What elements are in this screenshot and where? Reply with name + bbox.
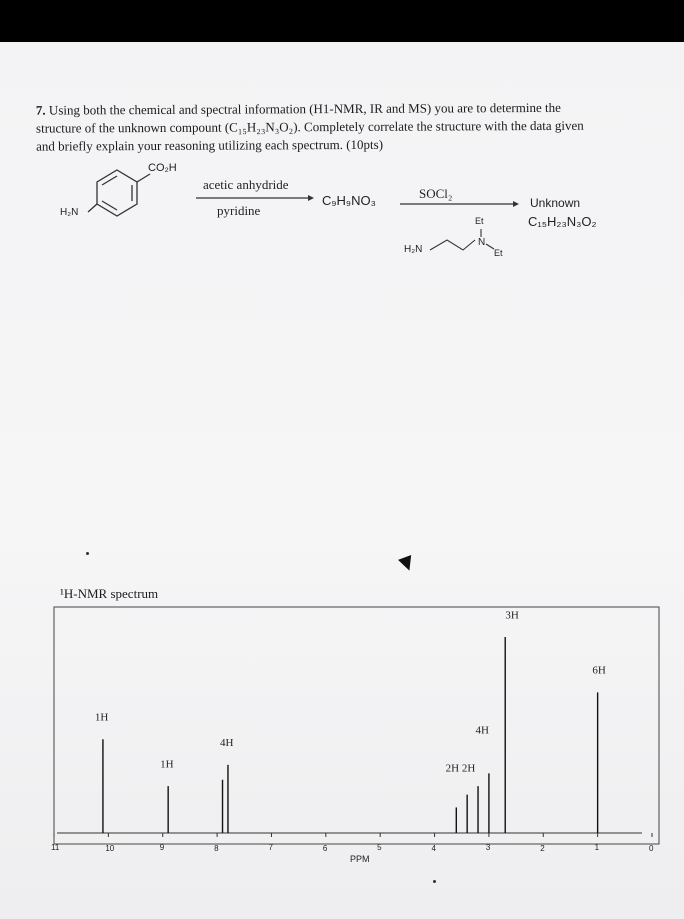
question-line-1-text: Using both the chemical and spectral information (H1-NMR, IR and MS) you are to determine the xyxy=(48,99,561,118)
reagent-socl2: SOCl₂ xyxy=(419,186,453,201)
question-line-3: and briefly explain your reasoning utilizing each spectrum. (10pts) xyxy=(36,136,384,154)
integration-label: 2H xyxy=(461,762,476,775)
axis-tick-label: 1 xyxy=(594,843,600,852)
integration-label: 4H xyxy=(475,724,489,737)
axis-tick-label: 10 xyxy=(105,844,115,853)
amine-nh2: H₂N xyxy=(404,244,423,255)
amino-label: H₂N xyxy=(60,207,79,218)
axis-tick-label: 3 xyxy=(485,843,491,852)
reagent-pyridine: pyridine xyxy=(217,203,261,218)
axis-tick-label: 8 xyxy=(214,844,219,853)
product-label: Unknown xyxy=(530,196,581,210)
nmr-frame xyxy=(54,607,659,844)
reagent-acetic-anhydride: acetic anhydride xyxy=(203,177,289,192)
amine-et-right: Et xyxy=(494,248,503,258)
question-number: 7. xyxy=(35,102,46,118)
amine-n: N xyxy=(478,237,486,248)
axis-tick-label: 0 xyxy=(649,844,654,853)
axis-tick-label: 7 xyxy=(268,843,273,852)
integration-label: 1H xyxy=(160,758,174,771)
integration-label: 2H xyxy=(445,762,460,775)
nmr-axis-label: PPM xyxy=(350,854,370,864)
axis-tick-label: 6 xyxy=(322,844,328,853)
integration-label: 4H xyxy=(219,737,234,750)
carboxyl-label: CO₂H xyxy=(148,162,177,174)
product-formula: C₁₅H₂₃N₃O₂ xyxy=(528,214,597,229)
question-line-2: structure of the unknown compount (C₁₅H₂₃N₃O₂). Completely correlate the structure with the data given xyxy=(35,117,584,136)
axis-tick-label: 5 xyxy=(377,843,382,852)
integration-label: 1H xyxy=(94,711,109,724)
axis-tick-label: 2 xyxy=(540,844,545,853)
intermediate-formula: C₉H₉NO₃ xyxy=(322,193,376,208)
axis-tick-label: 4 xyxy=(431,844,436,853)
nmr-title: ¹H-NMR spectrum xyxy=(60,586,159,601)
axis-tick-label: 11 xyxy=(51,843,60,852)
integration-label: 3H xyxy=(505,609,519,622)
amine-et-top: Et xyxy=(475,216,484,226)
integration-label: 6H xyxy=(592,664,606,677)
axis-tick-label: 9 xyxy=(159,843,165,852)
